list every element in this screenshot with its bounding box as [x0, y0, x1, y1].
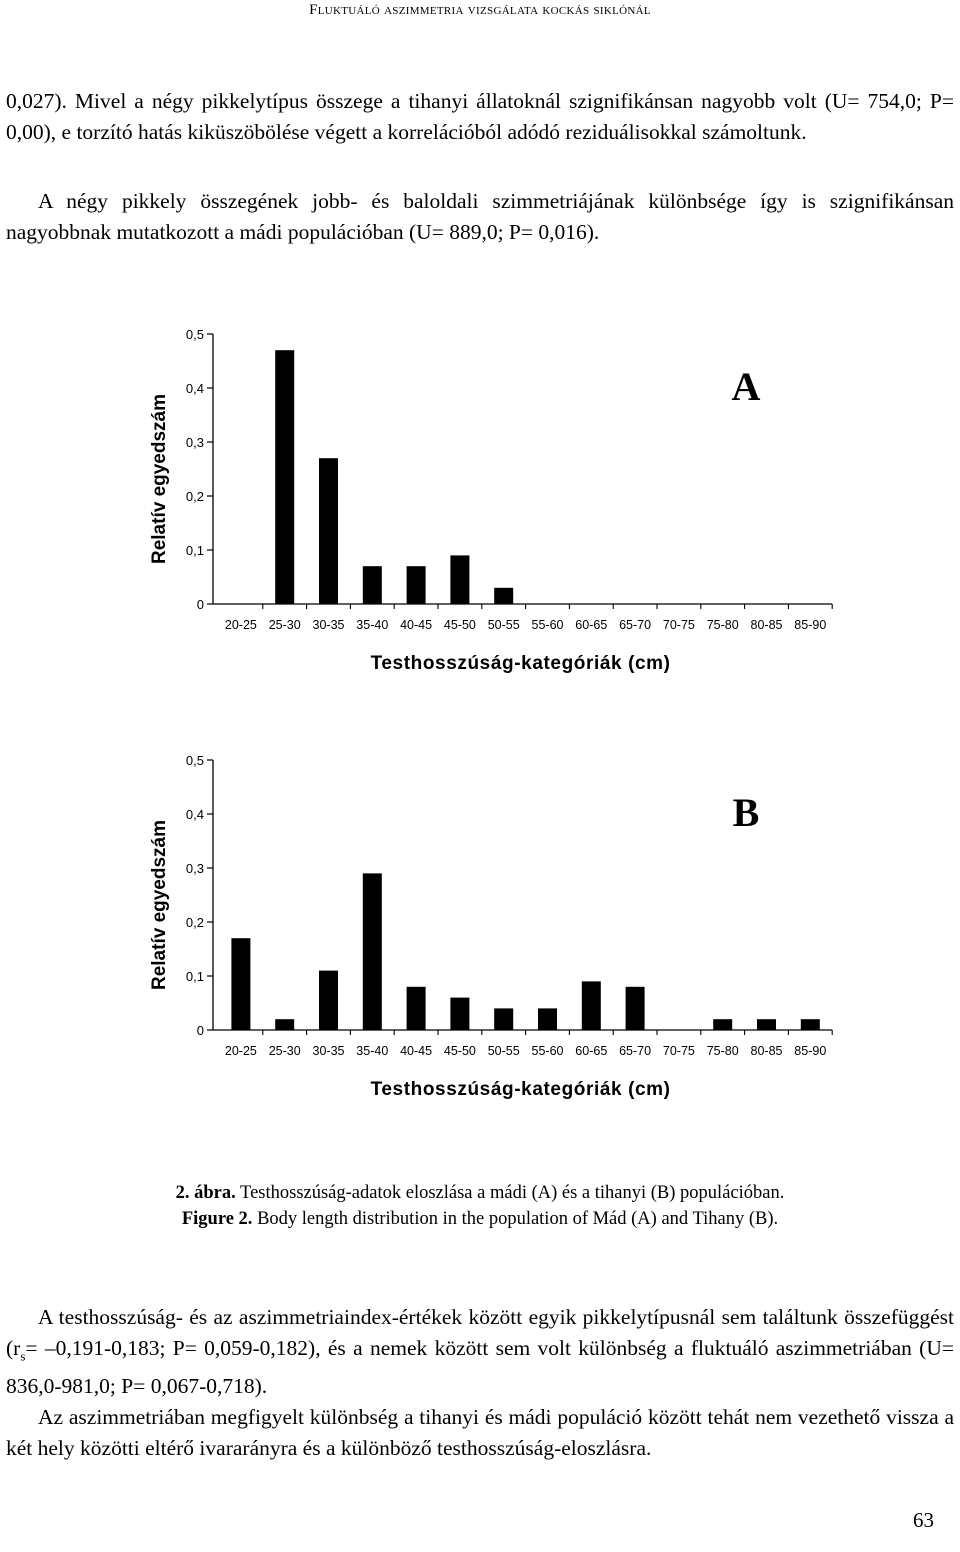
chart-b [0, 738, 960, 1138]
running-header-text: Fluktuáló aszimmetria vizsgálata kockás siklónál [309, 2, 651, 18]
chart-b-x-tick-label: 25-30 [268, 1044, 301, 1058]
chart-a-y-tick-label: 0 [196, 597, 204, 612]
chart-a-x-tick-label: 50-55 [487, 618, 520, 632]
chart-a-x-tick-label: 70-75 [662, 618, 695, 632]
chart-b-x-tick-label: 30-35 [312, 1044, 345, 1058]
chart-b-bar [757, 1019, 776, 1030]
chart-b-x-tick-label: 40-45 [400, 1044, 433, 1058]
figure-caption-en-label: Figure 2. [181, 1209, 253, 1229]
chart-a-x-tick-label: 20-25 [224, 618, 257, 632]
chart-a-y-tick-label: 0,4 [185, 381, 204, 396]
chart-b-y-tick-label: 0,1 [185, 969, 204, 984]
chart-b-y-tick-label: 0 [196, 1023, 204, 1038]
chart-a-x-axis-title: Testhosszúság-kategóriák (cm) [370, 653, 671, 674]
figure-caption-en [0, 1206, 960, 1232]
chart-a-y-axis-title: Relatív egyedszám [149, 393, 170, 565]
chart-b-bar [407, 987, 426, 1030]
figure-caption-hu [0, 1180, 960, 1206]
chart-a-x-tick-label: 35-40 [356, 618, 389, 632]
chart-b-x-tick-label: 60-65 [575, 1044, 608, 1058]
chart-a-x-tick-label: 40-45 [400, 618, 433, 632]
chart-a-y-tick-label: 0,3 [185, 435, 204, 450]
chart-a-x-tick-label: 60-65 [575, 618, 608, 632]
chart-a-svg [0, 312, 960, 712]
figure-caption-en-text: Body length distribution in the population of Mád (A) and Tihany (B). [252, 1209, 779, 1229]
chart-a-x-tick-label: 80-85 [750, 618, 783, 632]
paragraph-3-text-b: = –0,191-0,183; P= 0,059-0,182), és a nemek között sem volt különbség a fluktuáló aszimmetriában (U= 836,0-981,0; P= 0,067-0,718). [6, 1336, 954, 1399]
figure-caption-hu-text: Testhosszúság-adatok eloszlása a mádi (A) és a tihanyi (B) populációban. [235, 1183, 785, 1203]
chart-b-bar [231, 938, 250, 1030]
running-header [0, 2, 960, 19]
chart-a-x-tick-label: 85-90 [794, 618, 827, 632]
chart-b-x-tick-label: 50-55 [487, 1044, 520, 1058]
chart-b-y-tick-label: 0,4 [185, 807, 204, 822]
chart-b-x-axis-title: Testhosszúság-kategóriák (cm) [370, 1079, 671, 1100]
chart-b-y-axis-title: Relatív egyedszám [149, 819, 170, 991]
chart-b-y-tick-label: 0,5 [185, 753, 204, 768]
chart-b-x-tick-label: 65-70 [619, 1044, 652, 1058]
chart-b-panel-label: B [732, 790, 760, 835]
paragraph-4: Az aszimmetriában megfigyelt különbség a tihanyi és mádi populáció között tehát nem vezethető vissza a két hely közötti eltérő ivararányra és a különböző testhosszúság-eloszlásra. [6, 1405, 954, 1460]
chart-a-y-tick-label: 0,5 [185, 327, 204, 342]
chart-b-x-tick-label: 35-40 [356, 1044, 389, 1058]
chart-a-bar [363, 566, 382, 604]
chart-a-bar [494, 588, 513, 604]
chart-a-x-tick-label: 65-70 [619, 618, 652, 632]
chart-b-bar [713, 1019, 732, 1030]
chart-a-x-tick-label: 55-60 [531, 618, 564, 632]
chart-a-y-tick-label: 0,1 [185, 543, 204, 558]
chart-a-bar [407, 566, 426, 604]
chart-b-y-tick-label: 0,2 [185, 915, 204, 930]
chart-a-x-tick-label: 25-30 [268, 618, 301, 632]
chart-b-bar [582, 981, 601, 1030]
chart-b-x-tick-label: 20-25 [224, 1044, 257, 1058]
chart-b-x-tick-label: 45-50 [443, 1044, 476, 1058]
chart-b-bar [275, 1019, 294, 1030]
chart-b-x-tick-label: 85-90 [794, 1044, 827, 1058]
chart-b-bar [626, 987, 645, 1030]
chart-b-bar [450, 998, 469, 1030]
figure-caption-hu-label: 2. ábra. [175, 1183, 236, 1203]
chart-b-bar [494, 1008, 513, 1030]
chart-b-svg [0, 738, 960, 1138]
chart-b-bar [801, 1019, 820, 1030]
chart-a [0, 312, 960, 712]
paragraph-2: A négy pikkely összegének jobb- és baloldali szimmetriájának különbsége így is szignifikánsan nagyobbnak mutatkozott a mádi populációban (U= 889,0; P= 0,016). [6, 189, 954, 244]
paragraph-3 [6, 1302, 954, 1402]
paragraph-3-subscript: s [20, 1348, 26, 1364]
chart-a-y-tick-label: 0,2 [185, 489, 204, 504]
chart-a-bar [450, 555, 469, 604]
paragraph-1: 0,027). Mivel a négy pikkelytípus összege a tihanyi állatoknál szignifikánsan nagyobb volt (U= 754,0; P= 0,00), e torzító hatás kiküszöbölése végett a korrelációból adódó reziduálisokkal számoltunk. [6, 89, 954, 144]
chart-a-bar [319, 458, 338, 604]
paragraph-3-text-a: A testhosszúság- és az aszimmetriaindex-értékek között egyik pikkelytípusnál sem találtunk összefüggést (r [6, 1305, 954, 1360]
page-number: 63 [913, 1508, 934, 1532]
chart-a-x-tick-label: 45-50 [443, 618, 476, 632]
chart-b-y-tick-label: 0,3 [185, 861, 204, 876]
chart-b-x-tick-label: 75-80 [706, 1044, 739, 1058]
chart-a-bar [275, 350, 294, 604]
chart-a-x-tick-label: 75-80 [706, 618, 739, 632]
chart-b-x-tick-label: 70-75 [662, 1044, 695, 1058]
chart-b-bar [538, 1008, 557, 1030]
chart-b-x-tick-label: 55-60 [531, 1044, 564, 1058]
chart-a-x-tick-label: 30-35 [312, 618, 345, 632]
chart-b-bar [319, 971, 338, 1030]
chart-a-panel-label: A [731, 364, 761, 409]
chart-b-bar [363, 873, 382, 1030]
chart-b-x-tick-label: 80-85 [750, 1044, 783, 1058]
